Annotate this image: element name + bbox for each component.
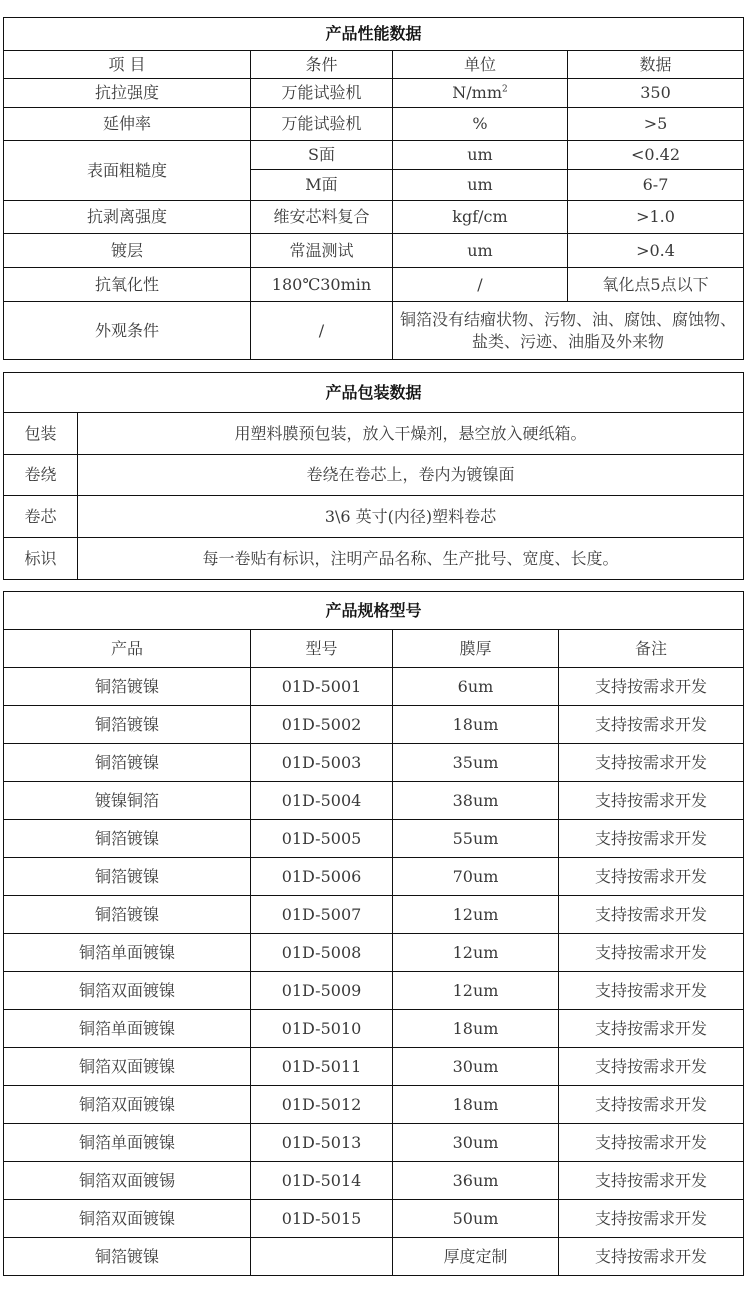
condition-cell: 万能试验机 [251, 79, 393, 108]
model-cell: 01D-5011 [251, 1048, 393, 1086]
item-cell: 抗剥离强度 [4, 201, 251, 234]
remark-cell: 支持按需求开发 [559, 1238, 744, 1276]
table-row [4, 1238, 744, 1276]
thickness-cell: 36um [393, 1162, 559, 1200]
model-cell: 01D-5004 [251, 782, 393, 820]
product-cell: 铜箔单面镀镍 [4, 1124, 251, 1162]
thickness-cell: 12um [393, 934, 559, 972]
table-row [4, 302, 744, 360]
product-cell: 铜箔双面镀镍 [4, 1086, 251, 1124]
table-row [4, 1200, 744, 1238]
remark-cell: 支持按需求开发 [559, 1086, 744, 1124]
model-cell: 01D-5001 [251, 668, 393, 706]
model-cell: 01D-5013 [251, 1124, 393, 1162]
condition-cell: 常温测试 [251, 234, 393, 268]
packaging-table [3, 372, 744, 580]
product-cell: 铜箔镀镍 [4, 668, 251, 706]
value-cell: 用塑料膜预包装，放入干燥剂，悬空放入硬纸箱。 [78, 413, 744, 455]
product-cell: 铜箔镀镍 [4, 744, 251, 782]
item-cell: 镀层 [4, 234, 251, 268]
item-cell: 抗氧化性 [4, 268, 251, 302]
product-cell: 铜箔双面镀锡 [4, 1162, 251, 1200]
table-row [4, 744, 744, 782]
value-cell: 卷绕在卷芯上，卷内为镀镍面 [78, 455, 744, 496]
remark-cell: 支持按需求开发 [559, 972, 744, 1010]
thickness-cell: 38um [393, 782, 559, 820]
thickness-cell: 30um [393, 1048, 559, 1086]
table-row [4, 268, 744, 302]
item-cell: 抗拉强度 [4, 79, 251, 108]
label-cell: 卷芯 [4, 496, 78, 538]
condition-cell: 维安芯料复合 [251, 201, 393, 234]
thickness-cell: 18um [393, 706, 559, 744]
table-row [4, 201, 744, 234]
thickness-cell: 70um [393, 858, 559, 896]
table-row [4, 141, 744, 170]
value-cell: >1.0 [568, 201, 744, 234]
thickness-cell: 18um [393, 1086, 559, 1124]
model-cell: 01D-5012 [251, 1086, 393, 1124]
table-row [4, 934, 744, 972]
specs-title: 产品规格型号 [4, 592, 744, 630]
remark-cell: 支持按需求开发 [559, 896, 744, 934]
value-cell: 350 [568, 79, 744, 108]
product-cell: 铜箔镀镍 [4, 896, 251, 934]
thickness-cell: 12um [393, 896, 559, 934]
model-cell: 01D-5003 [251, 744, 393, 782]
model-cell [251, 1238, 393, 1276]
value-cell: >5 [568, 108, 744, 141]
remark-cell: 支持按需求开发 [559, 820, 744, 858]
thickness-cell: 12um [393, 972, 559, 1010]
packaging-title: 产品包装数据 [4, 373, 744, 413]
table-row [4, 1010, 744, 1048]
unit-cell: $N/mm^2$ [393, 79, 568, 108]
table-row [4, 896, 744, 934]
remark-cell: 支持按需求开发 [559, 1048, 744, 1086]
item-cell: 表面粗糙度 [4, 141, 251, 201]
header-value: 数据 [568, 51, 744, 79]
condition-cell: S面 [251, 141, 393, 170]
value-cell: 每一卷贴有标识，注明产品名称、生产批号、宽度、长度。 [78, 538, 744, 580]
table-row [4, 668, 744, 706]
specs-table [3, 591, 744, 1276]
description-cell: 铜箔没有结瘤状物、污物、油、腐蚀、腐蚀物、盐类、污迹、油脂及外来物 [393, 302, 744, 360]
unit-cell: / [393, 268, 568, 302]
product-cell: 铜箔双面镀镍 [4, 972, 251, 1010]
value-cell: <0.42 [568, 141, 744, 170]
table-row [4, 1086, 744, 1124]
condition-cell: 180℃30min [251, 268, 393, 302]
performance-table [3, 17, 744, 360]
model-cell: 01D-5014 [251, 1162, 393, 1200]
header-remark: 备注 [559, 630, 744, 668]
table-row [4, 538, 744, 580]
remark-cell: 支持按需求开发 [559, 706, 744, 744]
model-cell: 01D-5015 [251, 1200, 393, 1238]
product-cell: 铜箔镀镍 [4, 858, 251, 896]
header-item: 项 目 [4, 51, 251, 79]
header-product: 产品 [4, 630, 251, 668]
table-row [4, 108, 744, 141]
table-row [4, 1124, 744, 1162]
thickness-cell: 30um [393, 1124, 559, 1162]
value-cell: 6-7 [568, 170, 744, 201]
model-cell: 01D-5006 [251, 858, 393, 896]
remark-cell: 支持按需求开发 [559, 668, 744, 706]
model-cell: 01D-5008 [251, 934, 393, 972]
table-row [4, 858, 744, 896]
product-cell: 镀镍铜箔 [4, 782, 251, 820]
header-condition: 条件 [251, 51, 393, 79]
item-cell: 延伸率 [4, 108, 251, 141]
label-cell: 包装 [4, 413, 78, 455]
model-cell: 01D-5010 [251, 1010, 393, 1048]
product-cell: 铜箔双面镀镍 [4, 1200, 251, 1238]
unit-cell: um [393, 141, 568, 170]
condition-cell: / [251, 302, 393, 360]
thickness-cell: 35um [393, 744, 559, 782]
table-row [4, 820, 744, 858]
table-row [4, 413, 744, 455]
remark-cell: 支持按需求开发 [559, 1124, 744, 1162]
model-cell: 01D-5002 [251, 706, 393, 744]
value-cell: 氧化点5点以下 [568, 268, 744, 302]
product-cell: 铜箔镀镍 [4, 820, 251, 858]
thickness-cell: 6um [393, 668, 559, 706]
condition-cell: 万能试验机 [251, 108, 393, 141]
product-cell: 铜箔单面镀镍 [4, 934, 251, 972]
unit-cell: um [393, 234, 568, 268]
unit-cell: um [393, 170, 568, 201]
thickness-cell: 55um [393, 820, 559, 858]
product-cell: 铜箔单面镀镍 [4, 1010, 251, 1048]
header-thickness: 膜厚 [393, 630, 559, 668]
unit-cell: % [393, 108, 568, 141]
performance-title: 产品性能数据 [4, 18, 744, 51]
table-row [4, 706, 744, 744]
product-cell: 铜箔镀镍 [4, 1238, 251, 1276]
product-cell: 铜箔双面镀镍 [4, 1048, 251, 1086]
remark-cell: 支持按需求开发 [559, 858, 744, 896]
table-row [4, 782, 744, 820]
model-cell: 01D-5007 [251, 896, 393, 934]
table-row [4, 1162, 744, 1200]
table-row [4, 496, 744, 538]
model-cell: 01D-5005 [251, 820, 393, 858]
remark-cell: 支持按需求开发 [559, 1200, 744, 1238]
table-row [4, 972, 744, 1010]
table-row [4, 234, 744, 268]
remark-cell: 支持按需求开发 [559, 782, 744, 820]
thickness-cell: 50um [393, 1200, 559, 1238]
remark-cell: 支持按需求开发 [559, 744, 744, 782]
header-model: 型号 [251, 630, 393, 668]
table-row [4, 1048, 744, 1086]
label-cell: 卷绕 [4, 455, 78, 496]
header-unit: 单位 [393, 51, 568, 79]
remark-cell: 支持按需求开发 [559, 1010, 744, 1048]
remark-cell: 支持按需求开发 [559, 1162, 744, 1200]
unit-cell: kgf/cm [393, 201, 568, 234]
model-cell: 01D-5009 [251, 972, 393, 1010]
value-cell: >0.4 [568, 234, 744, 268]
thickness-cell: 厚度定制 [393, 1238, 559, 1276]
remark-cell: 支持按需求开发 [559, 934, 744, 972]
condition-cell: M面 [251, 170, 393, 201]
label-cell: 标识 [4, 538, 78, 580]
item-cell: 外观条件 [4, 302, 251, 360]
table-row [4, 455, 744, 496]
thickness-cell: 18um [393, 1010, 559, 1048]
value-cell: 3\6 英寸(内径)塑料卷芯 [78, 496, 744, 538]
product-cell: 铜箔镀镍 [4, 706, 251, 744]
table-row [4, 79, 744, 108]
